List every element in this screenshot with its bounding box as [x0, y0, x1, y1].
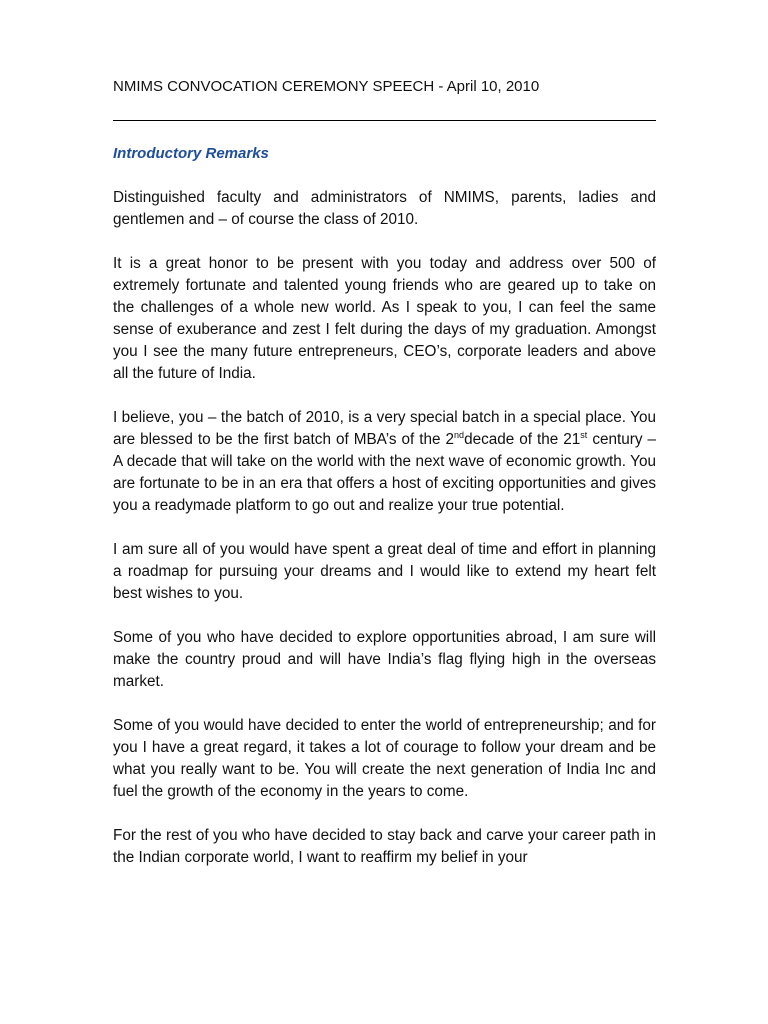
paragraph-batch-2010	[113, 407, 656, 517]
paragraph-batch-text-2: decade of the 21	[464, 431, 581, 448]
paragraph-abroad: Some of you who have decided to explore opportunities abroad, I am sure will make the country proud and will have India’s flag flying high in the overseas market.	[113, 629, 656, 690]
paragraph-honor: It is a great honor to be present with you today and address over 500 of extremely fortunate and talented young friends who are geared up to take on the challenges of a whole new world. As I speak to you, I can feel the same sense of exuberance and zest I felt during the days of my graduation. Amongst you I see the many future entrepreneurs, CEO’s, corporate leaders and above all the future of India.	[113, 255, 656, 382]
superscript-nd: nd	[454, 429, 465, 440]
paragraph-roadmap: I am sure all of you would have spent a great deal of time and effort in planning a roadmap for pursuing your dreams and I would like to extend my heart felt best wishes to you.	[113, 541, 656, 602]
paragraph-batch-text-1: I believe, you – the batch of 2010, is a very special batch in a special place. You are blessed to be the first batch of MBA’s of the 2	[113, 409, 656, 448]
section-heading: Introductory Remarks	[113, 145, 269, 162]
paragraph-entrepreneurship: Some of you would have decided to enter the world of entrepreneurship; and for you I have a great regard, it takes a lot of courage to follow your dream and be what you really want to be. You will create the next generation of India Inc and fuel the growth of the economy in the years to come.	[113, 717, 656, 800]
paragraph-greeting: Distinguished faculty and administrators of NMIMS, parents, ladies and gentlemen and – of course the class of 2010.	[113, 189, 656, 228]
superscript-st: st	[580, 429, 588, 440]
document-title: NMIMS CONVOCATION CEREMONY SPEECH - April 10, 2010	[113, 78, 540, 95]
paragraph-corporate: For the rest of you who have decided to stay back and carve your career path in the Indian corporate world, I want to reaffirm my belief in your	[113, 827, 656, 866]
paragraph-batch-text-3: century – A decade that will take on the world with the next wave of economic growth. You are fortunate to be in an era that offers a host of exciting opportunities and gives you a readymade platform to go out and realize your true potential.	[113, 431, 656, 514]
document-page	[113, 76, 656, 869]
title-divider	[113, 120, 656, 121]
